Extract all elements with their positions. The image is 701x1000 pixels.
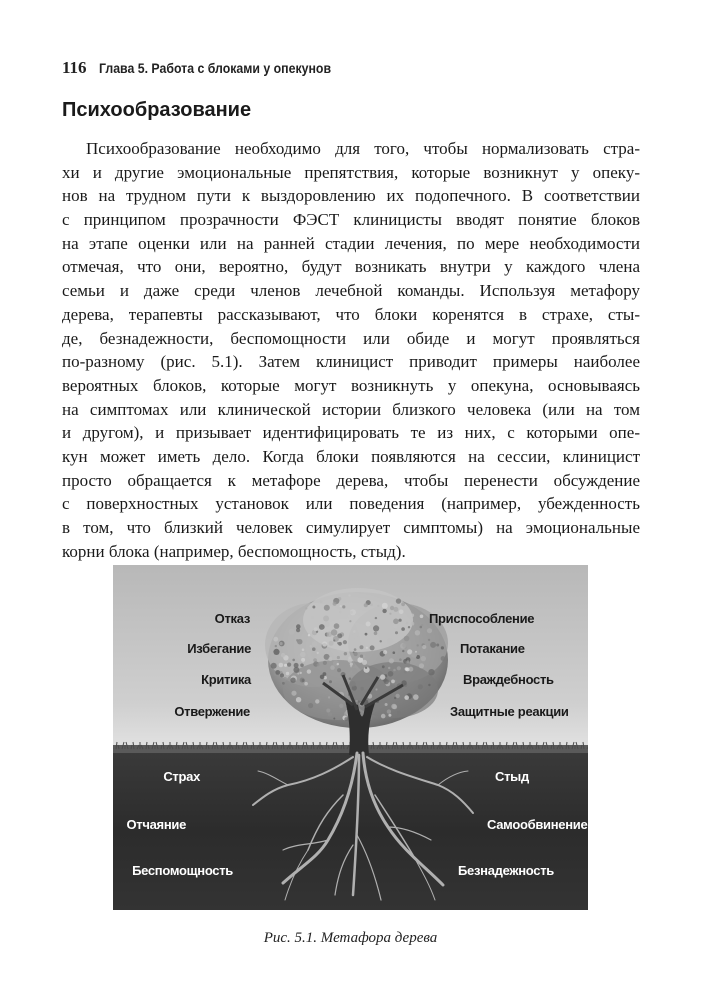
label-prisposoblenie: Приспособление (429, 611, 535, 626)
paragraph-line: просто обращается к метафоре дерева, чтобы перенести обсуждение (62, 470, 640, 490)
paragraph-line: и другом), и призывает идентифицировать те из них, с которыми опе- (62, 423, 640, 443)
label-zashchitnye-reaktsii: Защитные реакции (450, 704, 569, 719)
paragraph-line: нов на трудном пути к выздоровлению их подопечного. В соответствии (62, 186, 640, 206)
paragraph-line: отмечая, что они, вероятно, будут возникать внутри у каждого члена (62, 257, 640, 277)
chapter-title: Глава 5. Работа с блоками у опекунов (98, 60, 331, 76)
paragraph-line: в том, что близкий человек симулирует симптомы) на эмоциональные (62, 518, 640, 537)
paragraph-line: на симптомах или клинической истории близкого человека (или на том (62, 399, 640, 419)
paragraph-line: с принципом прозрачности ФЭСТ клиницисты вводят понятие блоков (62, 210, 640, 230)
running-header (62, 58, 362, 78)
label-izbeganie: Избегание (187, 641, 251, 656)
paragraph-line: кун может иметь дело. Когда блоки появляются на сессии, клиницист (62, 446, 640, 466)
label-vrazhdebnost: Враждебность (463, 672, 554, 687)
paragraph-line: корни блока (например, беспомощность, стыд). (62, 541, 406, 561)
paragraph-line: по-разному (рис. 5.1). Затем клиницист приводит примеры наиболее (62, 352, 640, 372)
paragraph-line: на этапе оценки или на ранней стадии лечения, по мере необходимости (62, 233, 640, 253)
label-otkaz: Отказ (214, 611, 250, 626)
figure-caption: Рис. 5.1. Метафора дерева (263, 930, 438, 946)
page-number: 116 (62, 58, 87, 77)
paragraph-line: дерева, терапевты рассказывают, что блоки коренятся в страхе, сты- (62, 304, 640, 324)
paragraph-line: хи и другие эмоциональные препятствия, которые возникнут у опеку- (62, 162, 640, 182)
section-title: Психообразование (62, 99, 252, 121)
tree-metaphor-figure (113, 565, 588, 910)
label-strakh: Страх (163, 769, 200, 784)
paragraph-line: семьи и даже среди членов лечебной команды. Используя метафору (62, 281, 640, 301)
label-otverzhenie: Отвержение (174, 704, 250, 719)
body-paragraph (62, 137, 640, 563)
label-bespomoshchnost: Беспомощность (132, 863, 233, 878)
paragraph-line: Психообразование необходимо для того, чтобы нормализовать стра- (86, 139, 640, 158)
paragraph-line: вероятных блоков, которые могут возникнуть у опекуна, основываясь (62, 375, 640, 395)
paragraph-line: с поверхностных установок или поведения (например, убежденность (62, 494, 640, 514)
label-styd: Стыд (495, 769, 529, 784)
label-beznadezhnost: Безнадежность (458, 863, 554, 878)
label-samoobvinenie: Самообвинение (487, 817, 588, 832)
label-kritika: Критика (201, 672, 251, 687)
label-potakanie: Потакание (460, 641, 525, 656)
paragraph-line: де, безнадежности, беспомощности или обиде и могут проявляться (62, 328, 640, 348)
label-otchayanie: Отчаяние (126, 817, 186, 832)
